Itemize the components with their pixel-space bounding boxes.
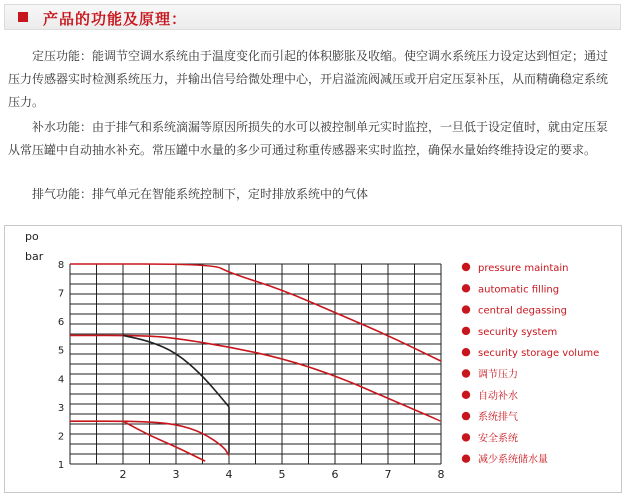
y-tick-label: 4 [57, 374, 65, 386]
legend-item: central degassing [478, 305, 567, 317]
y-tick-label: 5 [57, 345, 65, 357]
legend-item: automatic filling [478, 284, 560, 296]
x-tick-label: 8 [437, 468, 445, 481]
section-header [4, 4, 621, 30]
chart-frame [4, 225, 622, 493]
section-title: 产品的功能及原理： [43, 10, 188, 28]
y-axis-label-top: po [25, 230, 39, 243]
y-tick-label: 1 [57, 460, 65, 471]
legend-item: security storage volume [478, 348, 600, 360]
legend-bullet-icon [462, 327, 470, 335]
legend-bullet-icon [462, 455, 470, 463]
legend-bullet-icon [462, 263, 470, 271]
y-tick-label: 8 [57, 260, 65, 271]
x-tick-label: 3 [172, 468, 180, 481]
legend-bullet-icon [462, 305, 470, 313]
y-tick-label: 7 [57, 288, 65, 300]
x-tick-label: 4 [225, 468, 233, 481]
x-tick-label: 2 [119, 468, 127, 481]
y-tick-label: 6 [57, 317, 65, 329]
legend-bullet-icon [462, 369, 470, 377]
legend-item: 调节压力 [478, 369, 518, 381]
paragraph-filling: 补水功能：由于排气和系统滴漏等原因所损失的水可以被控制单元实时监控，一旦低于设定值时，就由定压泵从常压罐中自动抽水补充。常压罐中水量的多少可通过称重传感器来实时监控，确保水量始终维持设定的要求。 [8, 120, 609, 157]
legend-item: 系统排气 [478, 412, 518, 424]
legend-bullet-icon [462, 284, 470, 292]
legend-bullet-icon [462, 391, 470, 399]
header-square-icon [18, 12, 28, 22]
legend-item: security system [478, 326, 558, 338]
legend-item: 安全系统 [478, 433, 518, 445]
x-tick-label: 6 [331, 468, 339, 481]
x-tick-label: 5 [278, 468, 286, 481]
paragraph-pressure: 定压功能：能调节空调水系统由于温度变化而引起的体积膨胀及收缩。使空调水系统压力设定达到恒定；通过压力传感器实时检测系统压力，并输出信号给微处理中心，开启溢流阀减压或开启定压泵补压，从而精确稳定系统压力。 [8, 49, 609, 109]
y-tick-label: 3 [57, 402, 65, 414]
legend-bullet-icon [462, 348, 470, 356]
legend-item: pressure maintain [478, 263, 569, 274]
legend-item: 减少系统储水量 [478, 454, 548, 466]
legend-bullet-icon [462, 433, 470, 441]
legend-item: 自动补水 [478, 390, 518, 402]
y-tick-label: 2 [57, 431, 65, 443]
legend-bullet-icon [462, 412, 470, 420]
x-tick-label: 7 [384, 468, 392, 481]
red-curve [123, 421, 205, 461]
paragraph-degassing: 排气功能：排气单元在智能系统控制下，定时排放系统中的气体 [32, 187, 369, 201]
pressure-chart [5, 226, 621, 492]
y-axis-label-bottom: bar [25, 250, 44, 263]
